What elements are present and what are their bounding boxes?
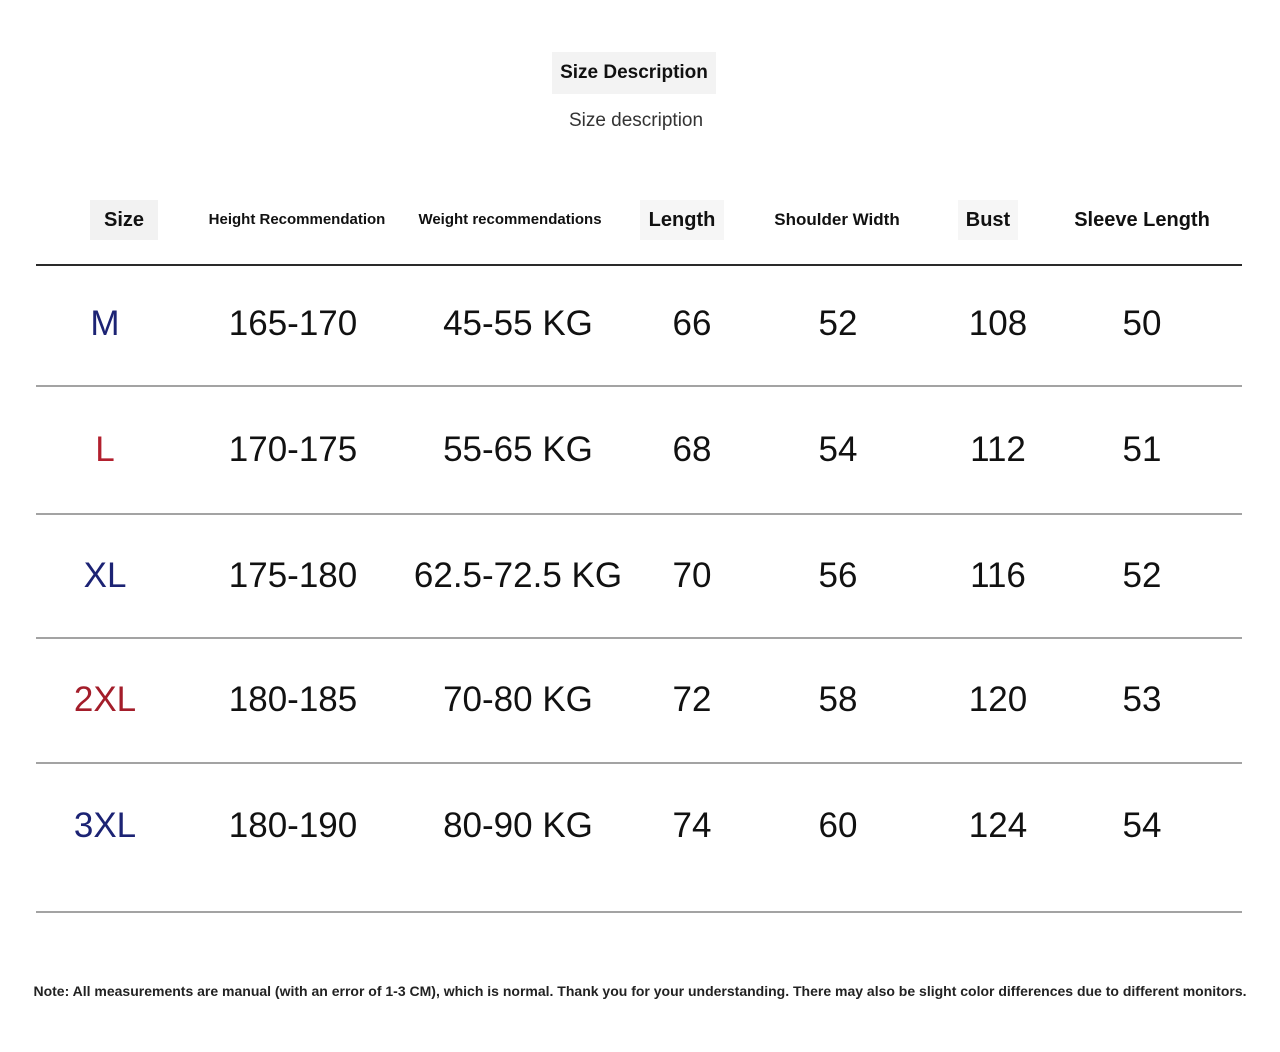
shoulder-width-value: 54 [818, 430, 858, 469]
bust-value: 116 [970, 556, 1026, 595]
size-label: XL [83, 556, 127, 595]
row-divider [36, 513, 1242, 515]
shoulder-width-value: 60 [818, 806, 858, 845]
footer-note: Note: All measurements are manual (with an error of 1-3 CM), which is normal. Thank you for your understanding. There may also be slight color differences due to different monitors. [33, 983, 1247, 999]
column-header-bust: Bust [958, 200, 1018, 240]
page-title: Size Description [552, 52, 716, 94]
length-value: 68 [672, 430, 712, 469]
height-value: 180-185 [228, 680, 358, 719]
bust-value: 108 [968, 304, 1028, 343]
table-bottom-divider [36, 911, 1242, 913]
row-divider [36, 385, 1242, 387]
shoulder-width-value: 58 [818, 680, 858, 719]
size-label: 3XL [73, 806, 137, 845]
column-header-height: Height Recommendation [208, 211, 386, 228]
height-value: 175-180 [228, 556, 358, 595]
table-row [0, 796, 1280, 856]
bust-value: 124 [968, 806, 1028, 845]
size-label: L [95, 430, 115, 469]
weight-value: 80-90 KG [443, 806, 593, 845]
length-value: 74 [672, 806, 712, 845]
header-divider [36, 264, 1242, 266]
weight-value: 62.5-72.5 KG [413, 556, 623, 595]
row-divider [36, 637, 1242, 639]
length-value: 70 [672, 556, 712, 595]
height-value: 165-170 [228, 304, 358, 343]
length-value: 72 [672, 680, 712, 719]
table-row [0, 670, 1280, 730]
size-label: M [90, 304, 120, 343]
sleeve-length-value: 50 [1122, 304, 1162, 343]
table-row [0, 294, 1280, 354]
sleeve-length-value: 51 [1122, 430, 1162, 469]
column-header-size: Size [90, 200, 158, 240]
weight-value: 55-65 KG [443, 430, 593, 469]
column-header-shoulder-width: Shoulder Width [774, 210, 900, 229]
sleeve-length-value: 52 [1122, 556, 1162, 595]
bust-value: 112 [970, 430, 1026, 469]
table-row [0, 420, 1280, 480]
bust-value: 120 [968, 680, 1028, 719]
size-label: 2XL [73, 680, 137, 719]
weight-value: 45-55 KG [443, 304, 593, 343]
sleeve-length-value: 54 [1122, 806, 1162, 845]
sleeve-length-value: 53 [1122, 680, 1162, 719]
row-divider [36, 762, 1242, 764]
length-value: 66 [672, 304, 712, 343]
column-header-length: Length [640, 200, 724, 240]
height-value: 170-175 [228, 430, 358, 469]
shoulder-width-value: 52 [818, 304, 858, 343]
height-value: 180-190 [228, 806, 358, 845]
column-header-weight: Weight recommendations [418, 211, 602, 228]
table-row [0, 546, 1280, 606]
weight-value: 70-80 KG [443, 680, 593, 719]
shoulder-width-value: 56 [818, 556, 858, 595]
page-subtitle: Size description [568, 110, 704, 131]
column-header-sleeve-length: Sleeve Length [1074, 209, 1210, 231]
